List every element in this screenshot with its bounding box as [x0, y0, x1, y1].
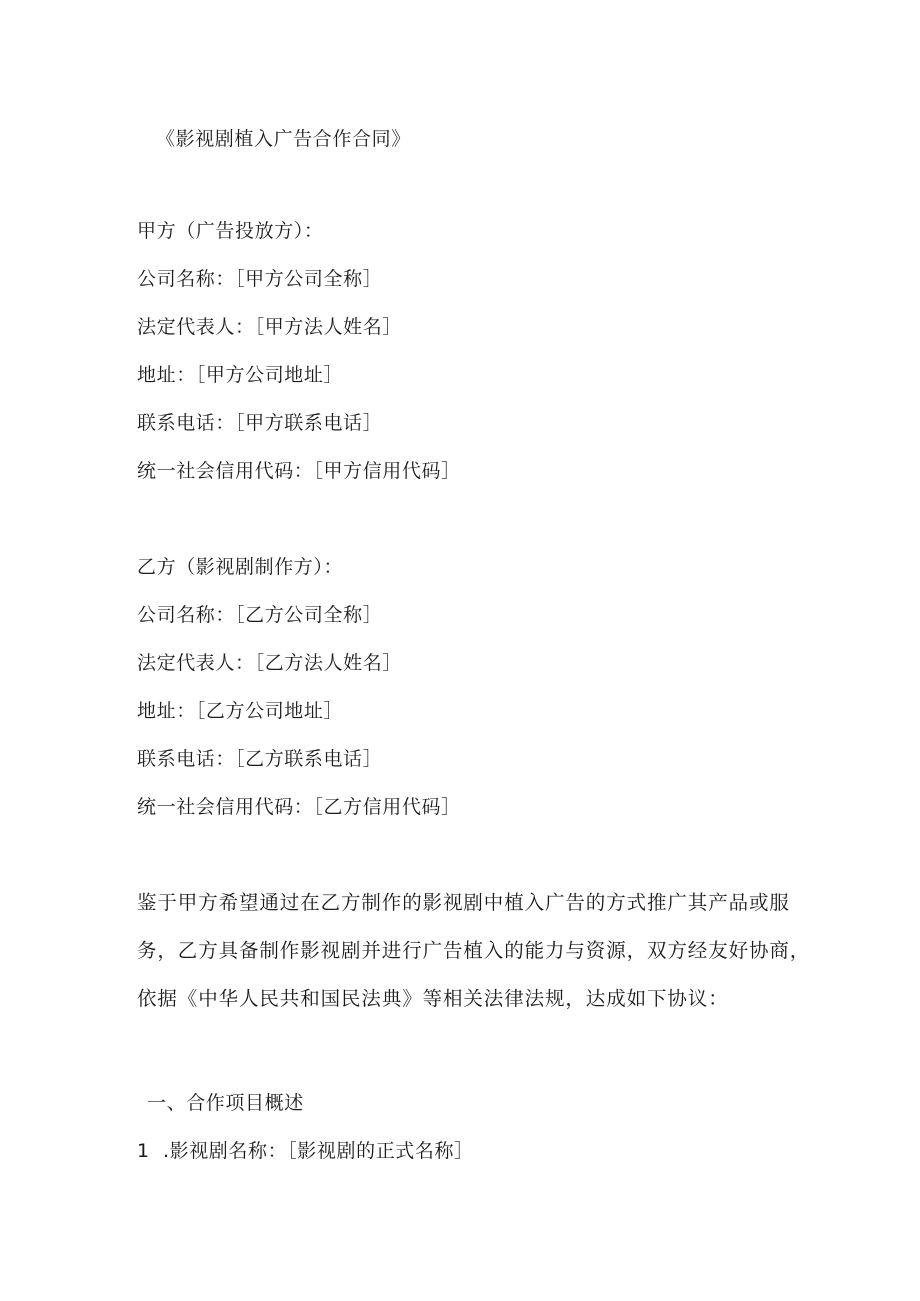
preamble-line: 鉴于甲方希望通过在乙方制作的影视剧中植入广告的方式推广其产品或服 [137, 891, 790, 914]
preamble-line: 依据《中华人民共和国民法典》等相关法律法规，达成如下协议： [137, 987, 729, 1010]
party-a-address: 地址：［甲方公司地址］ [137, 364, 344, 386]
party-b-phone: 联系电话：［乙方联系电话］ [137, 748, 383, 770]
party-b-representative: 法定代表人：［乙方法人姓名］ [137, 652, 402, 674]
party-b-heading: 乙方（影视剧制作方）： [137, 556, 344, 578]
party-a-heading: 甲方（广告投放方）： [137, 220, 324, 242]
party-b-company: 公司名称：［乙方公司全称］ [137, 604, 383, 626]
section-1-heading: 一、合作项目概述 [147, 1092, 304, 1114]
party-a-company: 公司名称：［甲方公司全称］ [137, 268, 383, 290]
party-a-phone: 联系电话：［甲方联系电话］ [137, 412, 383, 434]
section-1-item-1: 1 .影视剧名称：［影视剧的正式名称］ [137, 1140, 474, 1162]
party-a-representative: 法定代表人：［甲方法人姓名］ [137, 316, 402, 338]
party-b-credit-code: 统一社会信用代码：［乙方信用代码］ [137, 796, 461, 818]
preamble-line: 务，乙方具备制作影视剧并进行广告植入的能力与资源，双方经友好协商， [137, 939, 811, 962]
contract-title: 《影视剧植入广告合作合同》 [156, 128, 411, 150]
party-b-address: 地址：［乙方公司地址］ [137, 700, 344, 722]
party-a-credit-code: 统一社会信用代码：［甲方信用代码］ [137, 460, 461, 482]
